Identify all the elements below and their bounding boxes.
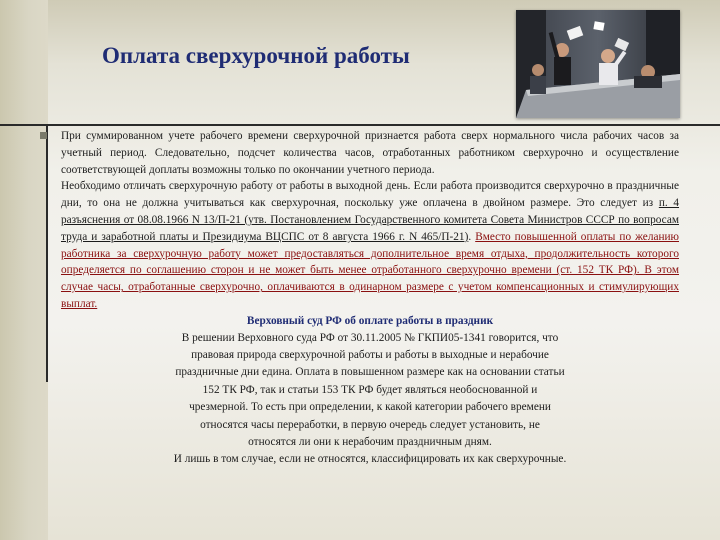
- paragraph-overtime-accounting: При суммированном учете рабочего времени сверхурочной признается работа сверх нормального числа рабочих часов за учетный период. Следовательно, подсчет количества часов, отработанных работником сверхурочно и осуществление соответствующей доплаты возможны только по окончании учетного периода.: [61, 130, 679, 176]
- text-line: чрезмерной. То есть при определении, к какой категории рабочего времени: [189, 401, 551, 414]
- header-divider: [0, 124, 720, 126]
- text-line: относятся часы переработки, в первую очередь следует установить, не: [200, 418, 540, 431]
- vertical-divider: [46, 124, 48, 382]
- text-line: правовая природа сверхурочной работы и работы в выходные и нерабочие: [191, 348, 549, 361]
- text-line: относятся ли они к нерабочим праздничным дням.: [248, 436, 492, 448]
- supreme-court-heading: Верховный суд РФ об оплате работы в праздник: [246, 314, 494, 327]
- paragraph-holiday-distinction: [61, 178, 679, 312]
- supreme-court-text: [61, 330, 679, 469]
- left-decor-bar: [0, 0, 48, 540]
- slide-body: [61, 128, 679, 469]
- bullet-marker: [40, 132, 47, 139]
- paragraph-separator: .: [468, 230, 476, 243]
- text-line: праздничные дни едина. Оплата в повышенном размере как на основании статьи: [175, 366, 565, 379]
- text-line: И лишь в том случае, если не относятся, классифицировать их как сверхурочные.: [173, 453, 567, 466]
- paragraph-intro: Необходимо отличать сверхурочную работу от работы в выходной день. Если работа производится сверхурочно в праздничные дни, то она не должна учитываться как сверхурочная, поскольку уже оплачена в двойном размере. Это следует из: [61, 180, 679, 210]
- legal-reference-link[interactable]: п. 4 разъяснения от 08.08.1966 N 13/П-21 (утв. Постановлением Государственного комитета Совета Министров СССР по вопросам труда и заработной платы и Президиума ВЦСПС от 8 августа 1966 г. N 465/П-21): [61, 197, 680, 243]
- text-line: В решении Верховного суда РФ от 30.11.2005 № ГКПИ05-1341 говорится, что: [181, 331, 559, 344]
- office-workers-photo-icon: [516, 10, 680, 118]
- rest-time-highlight-link[interactable]: Вместо повышенной оплаты по желанию работника за сверхурочную работу может предоставляться дополнительное время отдыха, продолжительность которого определяется по соглашению сторон и не может быть менее отработанного сверхурочно времени (ст. 152 ТК РФ). В этом случае часы, отработанные сверхурочно, оплачиваются в одинарном размере с учетом компенсационных и стимулирующих выплат.: [61, 230, 679, 310]
- text-line: 152 ТК РФ, так и статьи 153 ТК РФ будет являться необоснованной и: [202, 383, 538, 396]
- slide-title: Оплата сверхурочной работы: [102, 43, 410, 68]
